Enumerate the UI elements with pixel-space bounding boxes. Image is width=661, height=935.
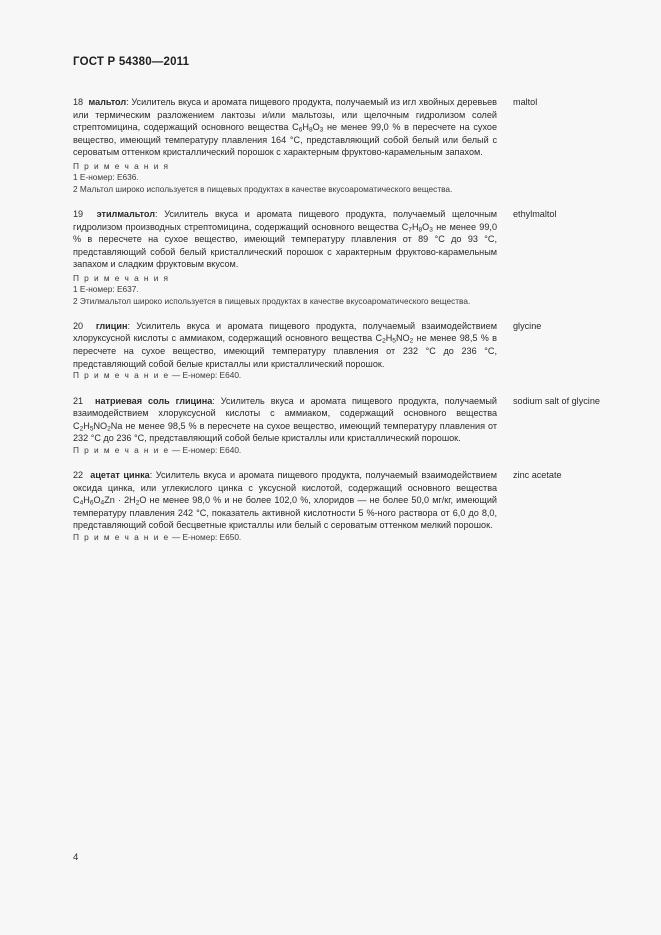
entry-20-body xyxy=(73,320,497,382)
entry-19 xyxy=(73,208,618,307)
entry-22-note xyxy=(73,532,497,543)
entry-20-def-pre: : Усилитель вкуса и аромата пищевого продукта, получаемый взаимодействием хлоруксусной кислоты с аммиаком, содержащий основного вещества xyxy=(73,320,497,344)
entry-18-def-post: не менее 99,0 % в пересчете на сухое вещество, имеющий температуру плавления 164 °C, представляющий собой белый или белый с сероватым оттенком кристаллический порошок с характерным фруктово-карамельным запахом. xyxy=(73,122,497,158)
entry-18-number: 18 xyxy=(73,97,84,107)
entry-18-english-term: maltol xyxy=(513,97,538,107)
entry-21-english-term: sodium salt of glycine xyxy=(513,395,600,406)
entry-21-term: натриевая соль глицина xyxy=(94,395,213,406)
entry-22 xyxy=(73,469,618,543)
entry-21 xyxy=(73,395,618,457)
entry-22-formula: $C_4H_6O_4Zn \cdot 2H_2O$ xyxy=(73,495,147,507)
entries-list xyxy=(73,96,618,555)
entry-21-def-post: не менее 98,5 % в пересчете на сухое вещество, имеющий температуру плавления от 232 °C до 236 °C, представляющий собой белые кристаллы или кристаллический порошок. xyxy=(73,420,497,444)
entry-18-definition xyxy=(73,96,497,159)
entry-21-note xyxy=(73,445,497,456)
entry-18-notes-title: П р и м е ч а н и я xyxy=(73,160,170,171)
entry-22-def-post: не менее 98,0 % и не более 102,0 %, хлоридов — не более 50,0 мг/кг, имеющий температуру плавления 242 °C, показатель активной кислотности 5 %-ного раствора от 6,0 до 8,0, представляющий собой бесцветные кристаллы или белый с сероватым оттенком мелкий порошок. xyxy=(73,495,497,531)
entry-20-number: 20 xyxy=(73,320,84,331)
entry-19-term: этилмальтол xyxy=(96,208,155,219)
entry-18-def-pre: : Усилитель вкуса и аромата пищевого продукта, получаемый из игл хвойных деревьев или термическим разложением лактозы и/или мальтозы, или щелочным гидролизом солей стрептомицина, содержащий основного вещества xyxy=(73,97,497,133)
entry-22-note-label: П р и м е ч а н и е xyxy=(73,531,170,542)
entry-22-definition xyxy=(73,469,497,532)
entry-18-term: мальтол xyxy=(88,97,127,107)
entry-20-note-text: — Е-номер: Е640. xyxy=(169,370,242,381)
entry-19-def-post: не менее 99,0 % в пересчете на сухое вещество, имеющий температуру плавления от 89 °C до 93 °C, представляющий собой белый кристаллический порошок с характерным фруктово-карамельным запахом и сладким фруктовым вкусом. xyxy=(73,221,497,270)
entry-19-number: 19 xyxy=(73,208,84,219)
entry-20-formula: $C_2H_5NO_2$ xyxy=(375,333,414,345)
entry-21-note-label: П р и м е ч а н и е xyxy=(73,444,170,455)
standard-header: ГОСТ Р 54380—2011 xyxy=(73,56,190,68)
entry-22-note-text: — Е-номер: Е650. xyxy=(169,531,242,542)
entry-20-note xyxy=(73,370,497,381)
entry-19-english-term: ethylmaltol xyxy=(513,208,557,219)
entry-18-note-2: 2 Мальтол широко используется в пищевых продуктах в качестве вкусоароматического вещества. xyxy=(73,183,453,194)
entry-19-notes-title: П р и м е ч а н и я xyxy=(73,272,170,283)
entry-21-definition xyxy=(73,395,497,445)
entry-20-def-post: не менее 98,5 % в пересчете на сухое вещество, имеющий температуру плавления от 232 °C до 236 °C, представляющий собой белые кристаллы или кристаллический порошок. xyxy=(73,333,497,369)
entry-21-formula: $C_2H_5NO_2Na$ xyxy=(73,420,123,433)
entry-20-english-term: glycine xyxy=(513,320,542,331)
entry-19-definition xyxy=(73,208,497,271)
entry-21-number: 21 xyxy=(73,395,84,406)
entry-20-definition xyxy=(73,320,497,370)
entry-22-def-pre: : Усилитель вкуса и аромата пищевого продукта, получаемый взаимодействием оксида цинка, или углекислого цинка с уксусной кислотой, содержащий основного вещества xyxy=(73,470,497,493)
entry-19-def-pre: : Усилитель вкуса и аромата пищевого продукта, получаемый щелочным гидролизом производных стрептомицина, содержащий основного вещества xyxy=(73,208,497,232)
entry-20-note-label: П р и м е ч а н и е xyxy=(73,370,170,381)
entry-22-number: 22 xyxy=(73,470,84,481)
entry-19-notes xyxy=(73,273,497,307)
entry-19-formula: $C_7H_8O_3$ xyxy=(401,221,433,233)
entry-21-body xyxy=(73,395,497,457)
entry-20-term: глицин xyxy=(95,320,128,331)
entry-18 xyxy=(73,96,618,195)
entry-18-body xyxy=(73,96,497,195)
entry-22-english-term: zinc acetate xyxy=(513,470,562,481)
entry-20 xyxy=(73,320,618,382)
entry-18-formula: $C_6H_8O_3$ xyxy=(292,122,324,134)
page-number: 4 xyxy=(73,852,79,863)
entry-22-body xyxy=(73,469,497,543)
entry-21-def-pre: : Усилитель вкуса и аромата пищевого продукта, получаемый взаимодействием хлоруксусной кислоты с аммиаком, содержащий основного вещества xyxy=(73,395,497,419)
entry-21-note-text: — Е-номер: Е640. xyxy=(169,444,242,455)
entry-19-body xyxy=(73,208,497,307)
entry-19-note-2: 2 Этилмальтол широко используется в пищевых продуктах в качестве вкусоароматического вещества. xyxy=(73,295,471,306)
entry-19-note-1: 1 Е-номер: Е637. xyxy=(73,284,139,295)
entry-22-term: ацетат цинка xyxy=(90,470,150,481)
entry-18-notes xyxy=(73,161,497,195)
entry-18-note-1: 1 Е-номер: Е636. xyxy=(73,172,139,183)
